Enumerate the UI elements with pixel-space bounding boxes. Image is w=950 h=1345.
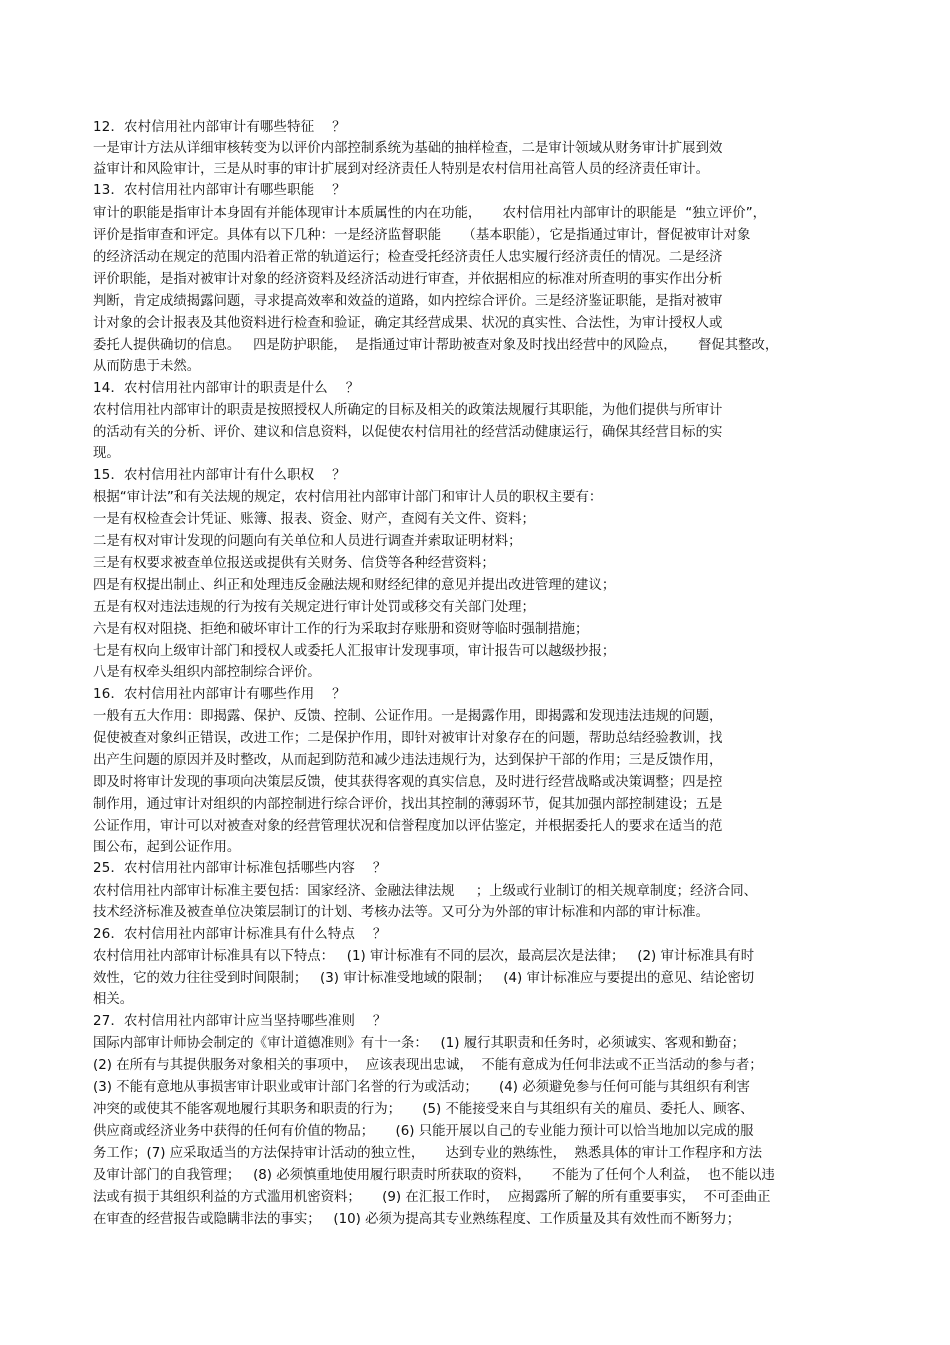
text-line: 促使被查对象纠正错误，改进工作；二是保护作用，即针对被审计对象存在的问题，帮助总结经验教训，找 [93,731,723,746]
text-line: 法或有损于其组织利益的方式滥用机密资料； (9) 在汇报工作时， 应揭露所了解的所有重要事实， 不可歪曲正 [93,1190,771,1205]
heading-q12: 12．农村信用社内部审计有哪些特征 ？ [93,120,346,135]
heading-q25: 25．农村信用社内部审计标准包括哪些内容 ？ [93,861,387,876]
text-line: 制作用，通过审计对组织的内部控制进行综合评价，找出其控制的薄弱环节，促其加强内部控制建设；五是 [93,797,723,812]
heading-q27: 27．农村信用社内部审计应当坚持哪些准则 ？ [93,1014,387,1029]
text-line: 委托人提供确切的信息。 四是防护职能， 是指通过审计帮助被查对象及时找出经营中的风险点， 督促其整改， [93,338,779,353]
text-line: 及审计部门的自我管理； (8) 必须慎重地使用履行职责时所获取的资料， 不能为了任何个人利益， 也不能以违 [93,1168,775,1183]
text-line: 评价职能，是指对被审计对象的经济资料及经济活动进行审查，并依据相应的标准对所查明的事实作出分析 [93,272,723,287]
heading-q14: 14．农村信用社内部审计的职责是什么 ？ [93,381,360,396]
text-line: 从而防患于未然。 [93,359,201,374]
text-line: 供应商或经济业务中获得的任何有价值的物品； (6) 只能开展以自己的专业能力预计可以恰当地加以完成的服 [93,1124,754,1139]
text-line: 审计的职能是指审计本身固有并能体现审计本质属性的内在功能， 农村信用社内部审计的职能是 “独立评价”， [93,206,767,221]
text-line: 计对象的会计报表及其他资料进行检查和验证，确定其经营成果、状况的真实性、合法性，为审计授权人或 [93,316,723,331]
text-line: 农村信用社内部审计标准主要包括：国家经济、金融法律法规 ；上级或行业制订的相关规章制度；经济合同、 [93,884,758,899]
text-line: 围公布，起到公证作用。 [93,840,241,855]
text-line: 六是有权对阻挠、拒绝和破坏审计工作的行为采取封存账册和资财等临时强制措施； [93,622,589,637]
text-line: 一是审计方法从详细审核转变为以评价内部控制系统为基础的抽样检查，二是审计领域从财务审计扩展到效 [93,141,723,156]
text-line: 七是有权向上级审计部门和授权人或委托人汇报审计发现事项，审计报告可以越级抄报； [93,644,616,659]
text-line: 国际内部审计师协会制定的《审计道德准则》有十一条： (1) 履行其职责和任务时，必须诚实、客观和勤奋； [93,1036,745,1051]
heading-q26: 26．农村信用社内部审计标准具有什么特点 ？ [93,927,387,942]
text-line: 农村信用社内部审计标准具有以下特点： (1) 审计标准有不同的层次，最高层次是法律； (2) 审计标准具有时 [93,949,755,964]
text-line: 的活动有关的分析、评价、建议和信息资料，以促使农村信用社的经营活动健康运行，确保其经营目标的实 [93,425,723,440]
text-line: 一是有权检查会计凭证、账簿、报表、资金、财产，查阅有关文件、资料； [93,512,535,527]
text-line: 效性，它的效力往往受到时间限制； (3) 审计标准受地域的限制； (4) 审计标准应与要提出的意见、结论密切 [93,971,755,986]
text-line: 即及时将审计发现的事项向决策层反馈，使其获得客观的真实信息，及时进行经营战略或决策调整；四是控 [93,775,723,790]
text-line: 现。 [93,446,120,461]
heading-q16: 16．农村信用社内部审计有哪些作用 ？ [93,687,346,702]
text-line: 四是有权提出制止、纠正和处理违反金融法规和财经纪律的意见并提出改进管理的建议； [93,578,616,593]
heading-q13: 13．农村信用社内部审计有哪些职能 ？ [93,183,346,198]
text-line: 根据“审计法”和有关法规的规定，农村信用社内部审计部门和审计人员的职权主要有： [93,490,603,505]
text-line: 评价是指审查和评定。具体有以下几种：一是经济监督职能 （基本职能），它是指通过审计，督促被审计对象 [93,228,751,243]
text-line: (2) 在所有与其提供服务对象相关的事项中， 应该表现出忠诚， 不能有意成为任何非法或不正当活动的参与者； [93,1058,763,1073]
text-line: 务工作；(7) 应采取适当的方法保持审计活动的独立性， 达到专业的熟练性， 熟悉具体的审计工作程序和方法 [93,1146,762,1161]
text-line: 冲突的或使其不能客观地履行其职务和职责的行为； (5) 不能接受来自与其组织有关的雇员、委托人、顾客、 [93,1102,754,1117]
text-line: 相关。 [93,992,134,1007]
text-line: 二是有权对审计发现的问题向有关单位和人员进行调查并索取证明材料； [93,534,522,549]
text-line: 三是有权要求被查单位报送或提供有关财务、信贷等各种经营资料； [93,556,495,571]
text-line: 益审计和风险审计，三是从时事的审计扩展到对经济责任人特别是农村信用社高管人员的经济责任审计。 [93,162,709,177]
text-line: 一般有五大作用：即揭露、保护、反馈、控制、公证作用。一是揭露作用，即揭露和发现违法违规的问题， [93,709,723,724]
text-line: 出产生问题的原因并及时整改，从而起到防范和减少违法违规行为，达到保护干部的作用；三是反馈作用， [93,753,723,768]
text-line: 技术经济标准及被查单位决策层制订的计划、考核办法等。又可分为外部的审计标准和内部的审计标准。 [93,905,709,920]
text-line: 公证作用，审计可以对被查对象的经营管理状况和信誉程度加以评估鉴定，并根据委托人的要求在适当的范 [93,819,723,834]
text-line: 八是有权牵头组织内部控制综合评价。 [93,665,321,680]
text-line: 的经济活动在规定的范围内沿着正常的轨道运行；检查受托经济责任人忠实履行经济责任的情况。二是经济 [93,250,723,265]
heading-q15: 15．农村信用社内部审计有什么职权 ？ [93,468,346,483]
text-line: 判断，肯定成绩揭露问题，寻求提高效率和效益的道路，如内控综合评价。三是经济鉴证职能，是指对被审 [93,294,723,309]
text-line: 农村信用社内部审计的职责是按照授权人所确定的目标及相关的政策法规履行其职能，为他们提供与所审计 [93,403,723,418]
text-line: 五是有权对违法违规的行为按有关规定进行审计处罚或移交有关部门处理； [93,600,535,615]
text-line: (3) 不能有意地从事损害审计职业或审计部门名誉的行为或活动； (4) 必须避免参与任何可能与其组织有利害 [93,1080,750,1095]
text-line: 在审查的经营报告或隐瞒非法的事实； (10) 必须为提高其专业熟练程度、工作质量及其有效性而不断努力； [93,1212,741,1227]
